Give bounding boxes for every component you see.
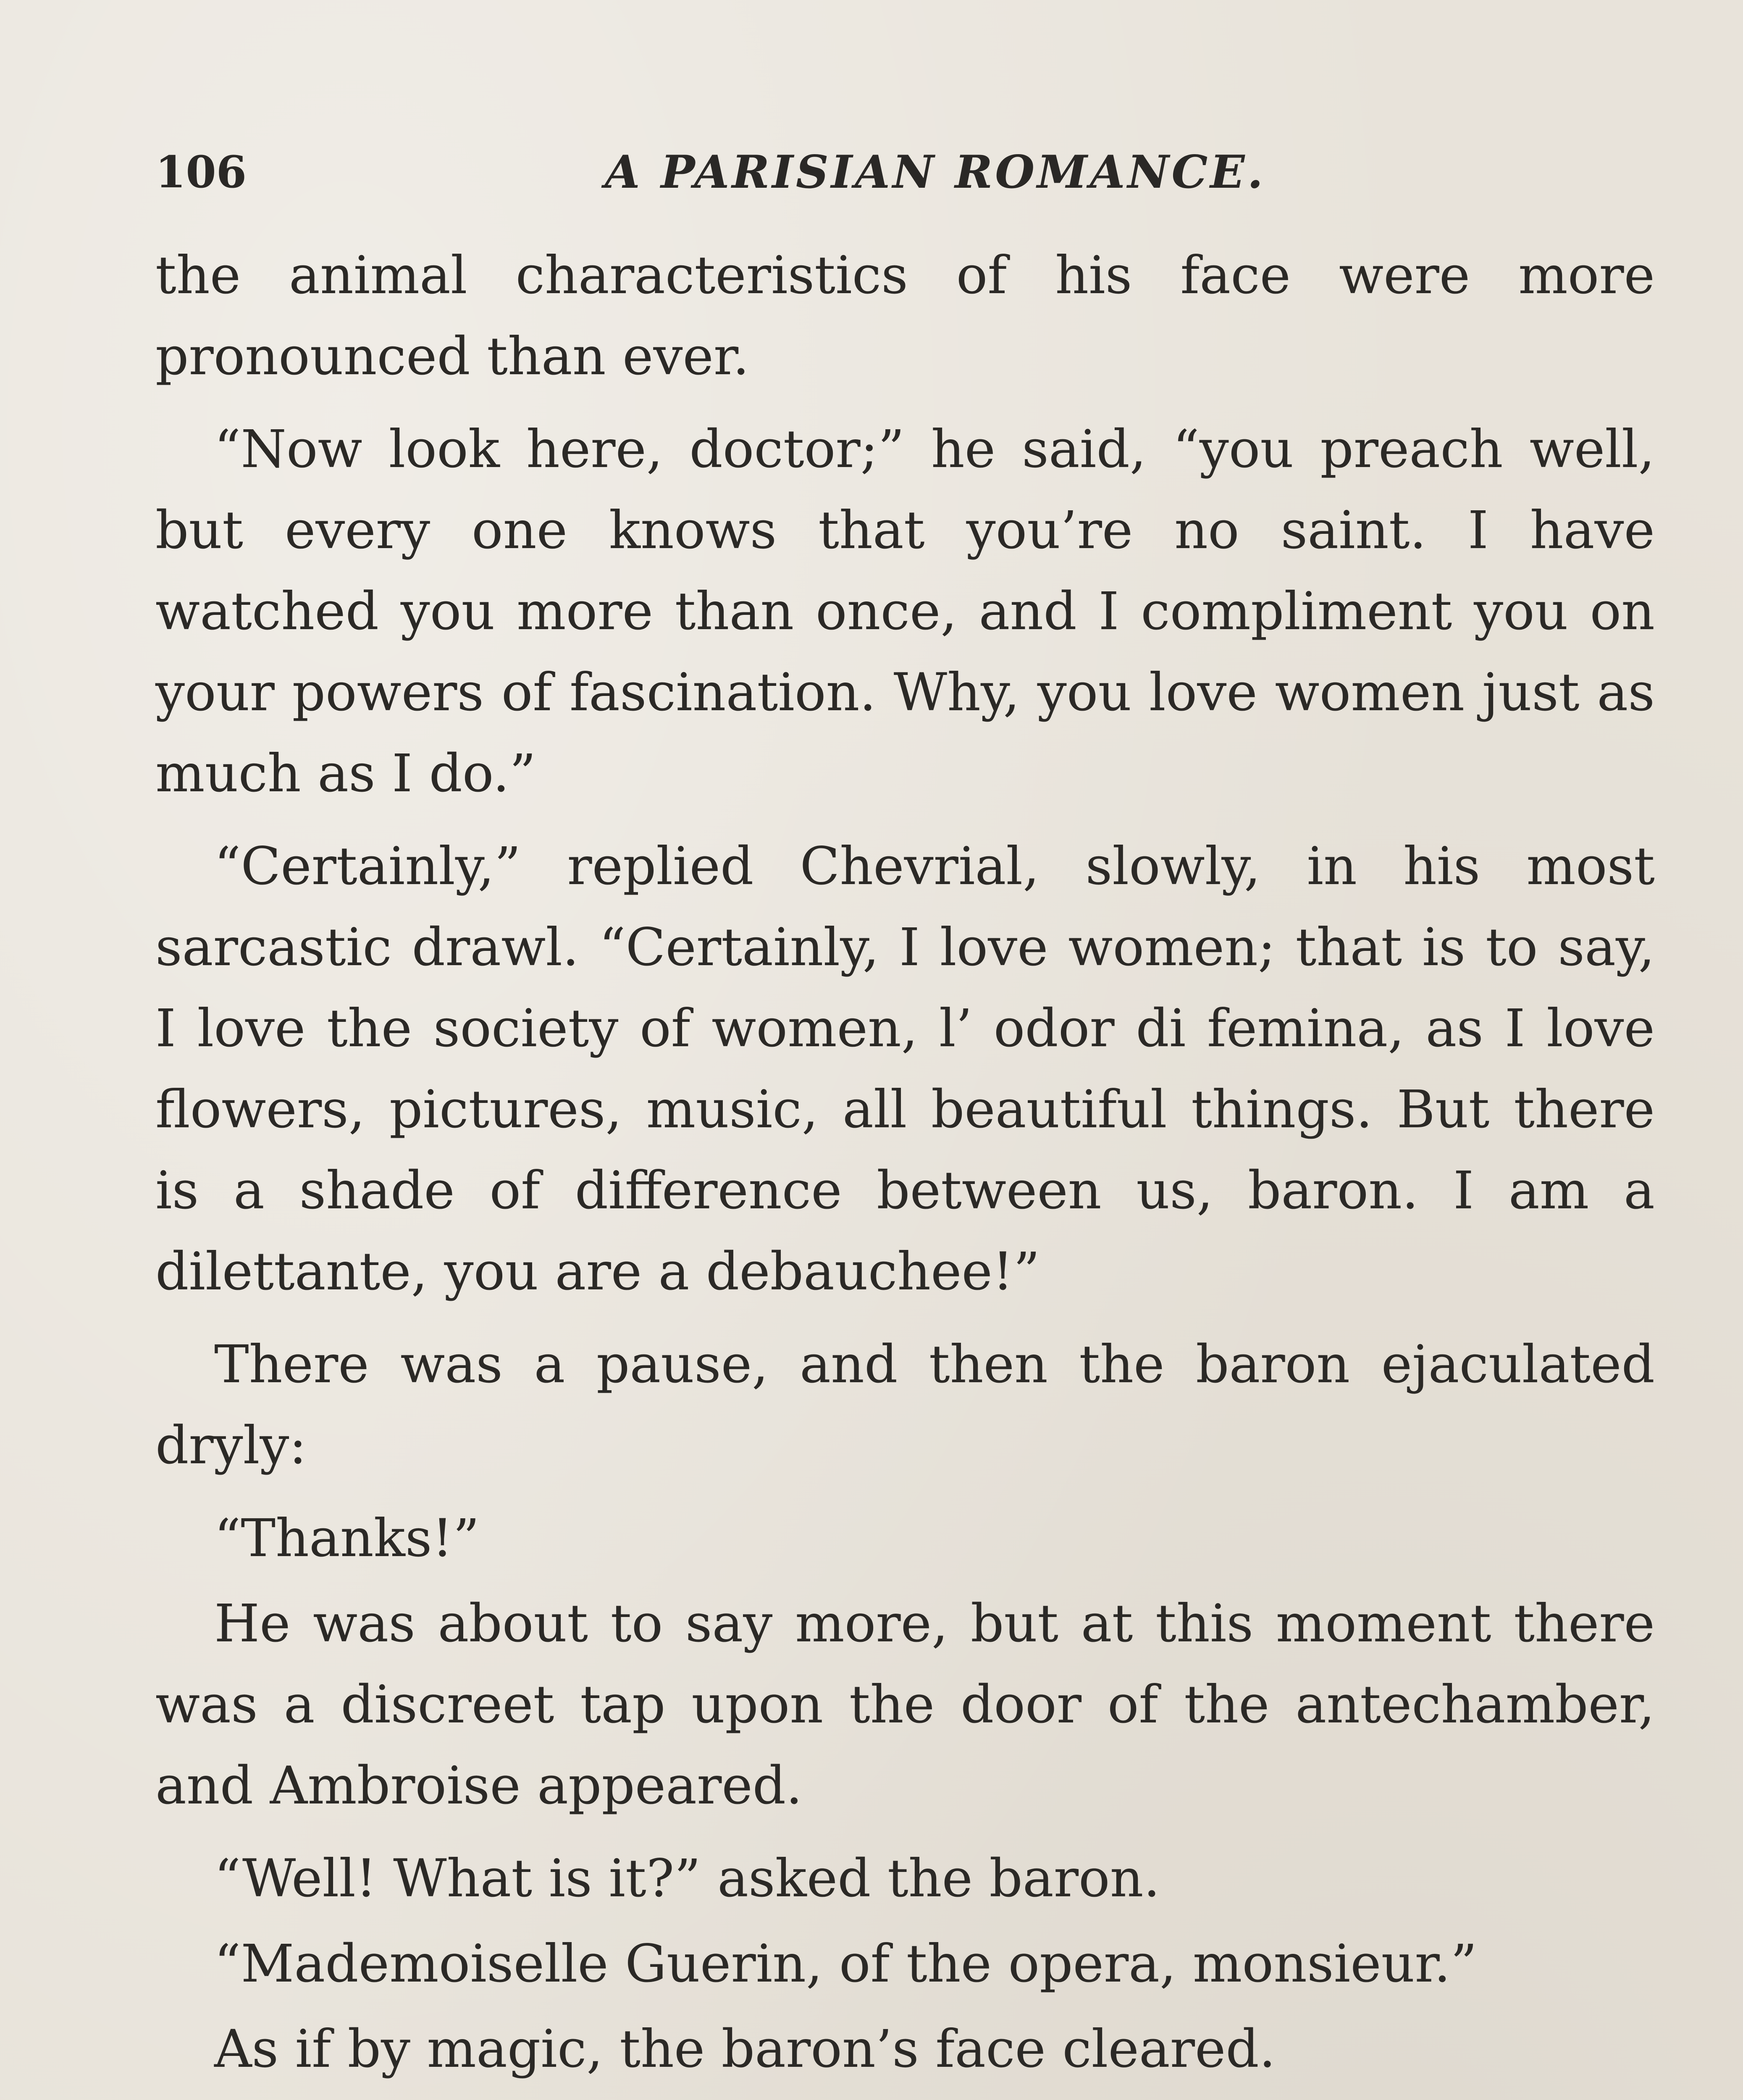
paragraph: “Certainly,” replied Chevrial, slowly, in his most sarcastic drawl. “Certainly, I love women; that is to say, I love the society of women, l’ odor di femina, as I love flowers, pictures, music, all beautiful things. But there is a shade of difference between us, baron. I am a dilettante, you are a debauchee!” <box>155 836 1655 1302</box>
paragraph <box>155 2094 1655 2100</box>
paragraph: the animal characteristics of his face were more pronounced than ever. <box>155 245 1655 387</box>
book-title: A PARISIAN ROMANCE. <box>605 146 1266 199</box>
paragraph: “Now look here, doctor;” he said, “you preach well, but every one knows that you’re no saint. I have watched you more than once, and I compliment you on your powers of fascination. Why, you love women just as much as I do.” <box>155 419 1655 804</box>
paragraph: “Thanks!” <box>214 1508 480 1569</box>
paragraph: “Mademoiselle Guerin, of the opera, monsieur.” <box>214 1934 1477 1994</box>
paragraph: He was about to say more, but at this moment there was a discreet tap upon the door of the antechamber, and Ambroise appeared. <box>155 1593 1655 1816</box>
running-head <box>155 139 1655 206</box>
paragraph: “Well! What is it?” asked the baron. <box>214 1848 1160 1909</box>
body-text <box>155 235 1655 2100</box>
page-number: 106 <box>155 146 247 198</box>
paragraph: As if by magic, the baron’s face cleared. <box>214 2019 1276 2079</box>
paragraph: There was a pause, and then the baron ejaculated dryly: <box>155 1334 1655 1476</box>
